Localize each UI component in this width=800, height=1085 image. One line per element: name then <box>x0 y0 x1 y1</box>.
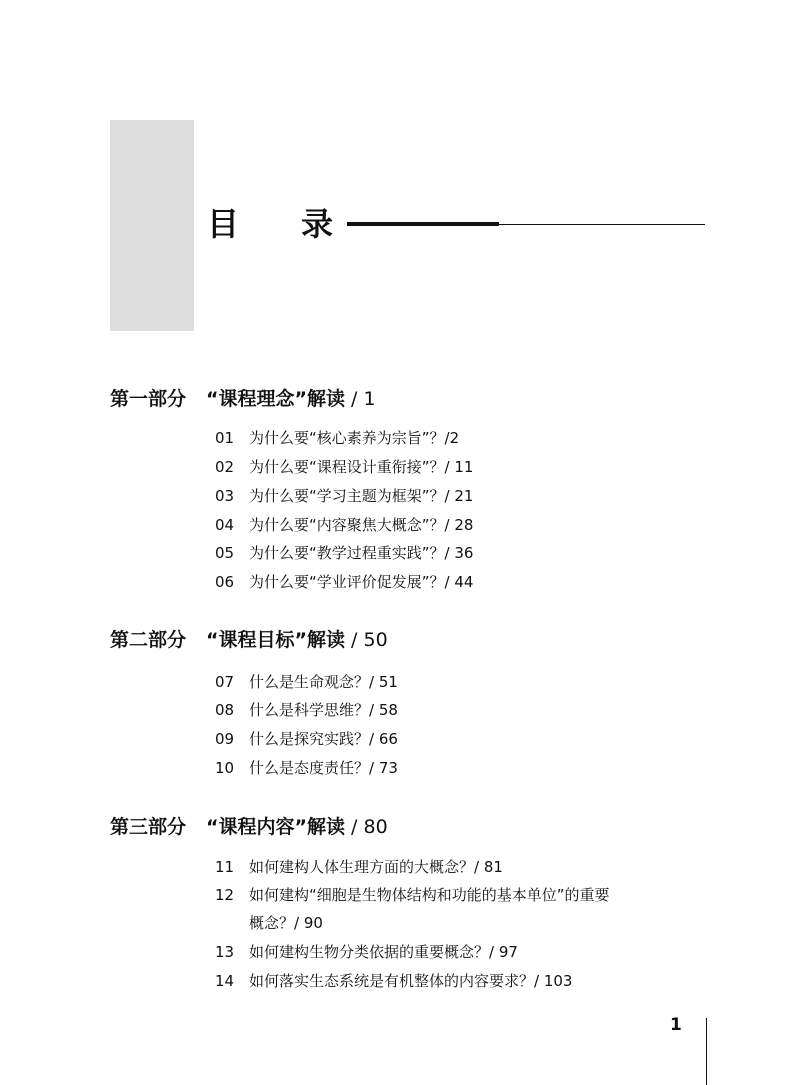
entry-number: 01 <box>215 429 235 447</box>
page-edge-rule <box>706 1018 707 1085</box>
title-rule-thin <box>499 224 705 225</box>
entry-text: 如何建构生物分类依据的重要概念？/ 97 <box>249 943 518 961</box>
entry-text: 为什么要“学业评价促发展”？/ 44 <box>249 573 474 591</box>
part-title: “课程内容”解读 <box>206 816 345 838</box>
entry-number: 12 <box>215 886 235 904</box>
toc-entry[interactable] <box>215 699 398 721</box>
toc-entry[interactable] <box>215 542 473 564</box>
entry-number: 05 <box>215 544 235 562</box>
entry-text: 什么是生命观念？/ 51 <box>249 673 398 691</box>
entry-text: 什么是科学思维？/ 58 <box>249 701 398 719</box>
entry-number: 11 <box>215 858 235 876</box>
entry-text: 什么是探究实践？/ 66 <box>249 730 398 748</box>
entry-number: 08 <box>215 701 235 719</box>
entry-text: 为什么要“教学过程重实践”？/ 36 <box>249 544 474 562</box>
part-title: “课程目标”解读 <box>206 629 345 651</box>
entry-text: 如何建构“细胞是生物体结构和功能的基本单位”的重要 <box>249 886 610 904</box>
page-number: 1 <box>670 1015 682 1035</box>
toc-entry[interactable] <box>215 485 473 507</box>
toc-entry[interactable] <box>215 757 398 779</box>
entry-text: 什么是态度责任？/ 73 <box>249 759 398 777</box>
part-page: / 80 <box>345 816 388 838</box>
part-heading-3[interactable] <box>110 813 388 841</box>
part-label: 第一部分 <box>110 388 187 410</box>
entry-text: 如何落实生态系统是有机整体的内容要求？/ 103 <box>249 972 573 990</box>
part-title: “课程理念”解读 <box>206 388 345 410</box>
part-label: 第二部分 <box>110 629 187 651</box>
toc-entry[interactable] <box>215 856 503 878</box>
title-rule-thick <box>347 222 499 226</box>
entry-text: 为什么要“内容聚焦大概念”？/ 28 <box>249 516 474 534</box>
part-page: / 50 <box>345 629 388 651</box>
entry-number: 03 <box>215 487 235 505</box>
entry-number: 13 <box>215 943 235 961</box>
toc-entry[interactable] <box>215 427 459 449</box>
toc-entry[interactable] <box>215 941 518 963</box>
toc-entry[interactable] <box>215 571 473 593</box>
toc-entry[interactable] <box>215 671 398 693</box>
entry-number: 02 <box>215 458 235 476</box>
toc-entry[interactable] <box>215 456 473 478</box>
toc-entry[interactable] <box>215 728 398 750</box>
entry-number: 10 <box>215 759 235 777</box>
entry-text-continuation: 概念？/ 90 <box>249 914 323 932</box>
entry-number: 07 <box>215 673 235 691</box>
entry-text: 如何建构人体生理方面的大概念？/ 81 <box>249 858 503 876</box>
toc-entry[interactable] <box>215 514 473 536</box>
page-title <box>207 202 333 246</box>
entry-text: 为什么要“学习主题为框架”？/ 21 <box>249 487 474 505</box>
part-heading-1[interactable] <box>110 385 376 413</box>
entry-text: 为什么要“核心素养为宗旨”？/2 <box>249 429 460 447</box>
toc-entry[interactable] <box>215 881 715 937</box>
part-heading-2[interactable] <box>110 626 388 654</box>
decorative-gray-block <box>110 120 194 331</box>
part-page: / 1 <box>345 388 376 410</box>
title-char-2: 录 <box>301 205 334 243</box>
toc-entry[interactable] <box>215 970 572 992</box>
entry-number: 14 <box>215 972 235 990</box>
entry-number: 04 <box>215 516 235 534</box>
part-label: 第三部分 <box>110 816 187 838</box>
entry-text: 为什么要“课程设计重衔接”？/ 11 <box>249 458 474 476</box>
title-char-1: 目 <box>207 205 240 243</box>
entry-number: 09 <box>215 730 235 748</box>
entry-number: 06 <box>215 573 235 591</box>
